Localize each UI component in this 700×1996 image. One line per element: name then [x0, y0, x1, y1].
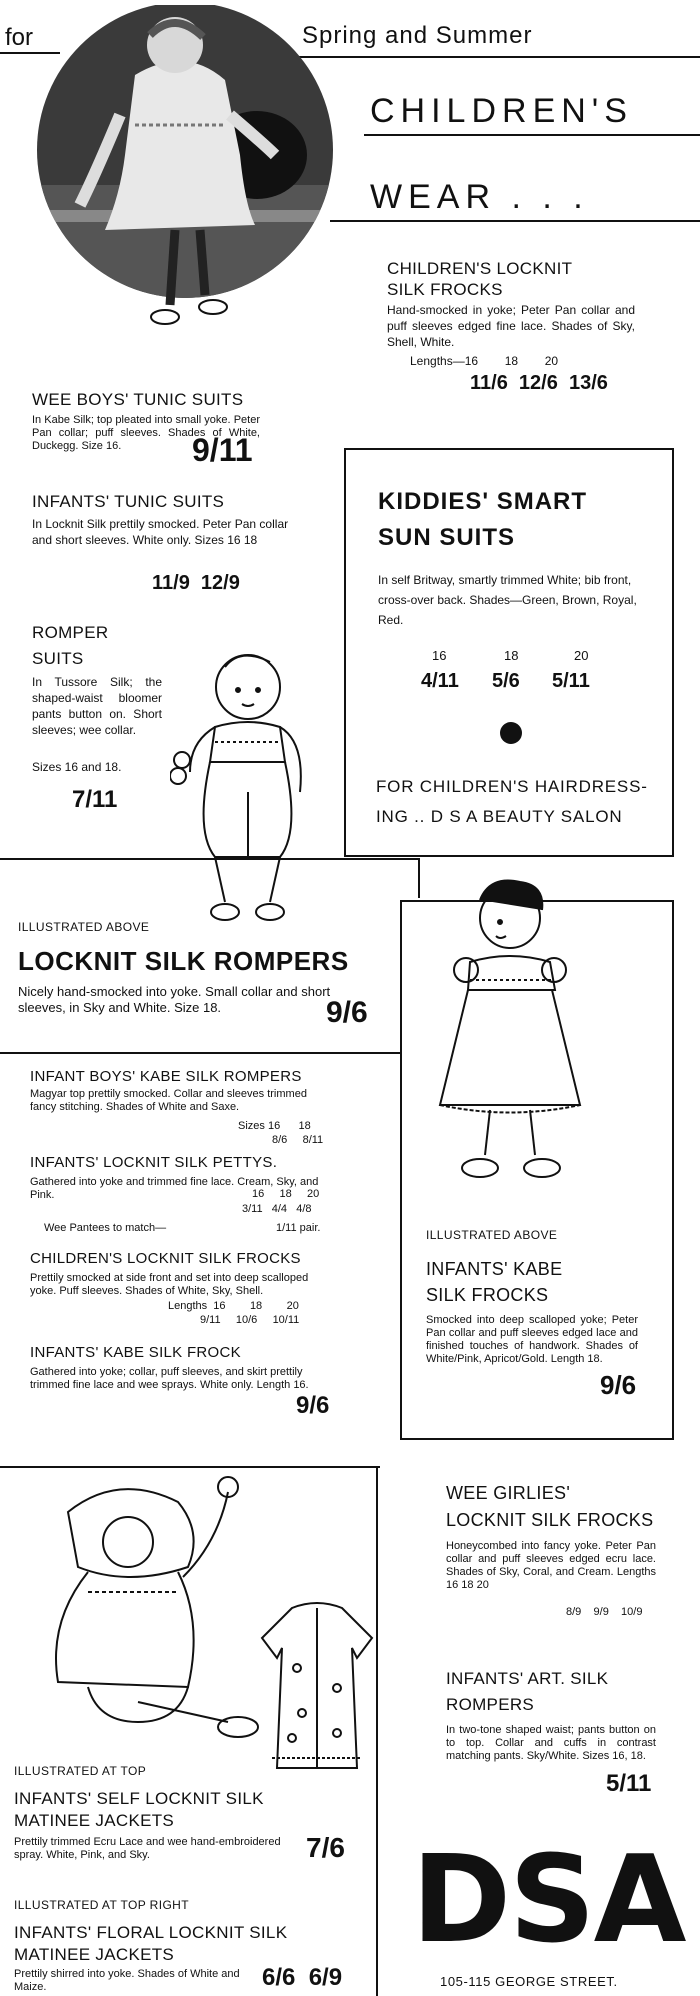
romper-sizes: Sizes 16 and 18. — [32, 760, 122, 774]
divider-2 — [0, 1052, 400, 1054]
header-season: Spring and Summer — [302, 22, 533, 49]
childrens-frocks-prices: 9/11 10/6 10/11 — [200, 1314, 300, 1326]
kabe-rompers-sizes: Sizes 16 18 — [238, 1120, 311, 1132]
romper-heading: ROMPER SUITS — [32, 623, 109, 668]
kabe-frock-heading: INFANTS' KABE SILK FROCK — [30, 1344, 241, 1361]
infants-tunic-desc: In Locknit Silk prettily smocked. Peter Pan collar and short sleeves. White only. Sizes 16 18 — [32, 517, 289, 547]
childrens-frocks-heading: CHILDREN'S LOCKNIT SILK FROCKS — [30, 1250, 301, 1267]
matinee-desc: Prettily trimmed Ecru Lace and wee hand-embroidered spray. White, Pink, and Sky. — [14, 1836, 281, 1861]
wee-girlies-desc: Honeycombed into fancy yoke. Peter Pan collar and puff sleeves edged ecru lace. Shades of Sky, Coral, and Cream. Lengths 16 18 20 — [446, 1540, 656, 1591]
title-rule-2 — [330, 220, 700, 222]
sun-suits-price-18: 5/6 — [492, 670, 520, 692]
rompers-price: 9/6 — [326, 996, 368, 1029]
photo-child-illustration — [25, 5, 345, 335]
divider-v1 — [418, 858, 420, 898]
matinee-label: ILLUSTRATED AT TOP — [14, 1764, 147, 1778]
matinee-heading: INFANTS' SELF LOCKNIT SILK MATINEE JACKETS — [14, 1789, 264, 1830]
art-silk-price: 5/11 — [606, 1770, 652, 1797]
title-line2: WEAR . . . — [370, 178, 589, 216]
pantees-price: 1/11 pair. — [276, 1222, 321, 1234]
pantees-note: Wee Pantees to match— — [44, 1222, 167, 1234]
wee-boys-price: 9/11 — [192, 432, 253, 468]
rompers-heading: LOCKNIT SILK ROMPERS — [18, 946, 349, 976]
pettys-prices: 3/11 4/4 4/8 — [242, 1203, 312, 1215]
rompers-label: ILLUSTRATED ABOVE — [18, 920, 150, 934]
title-line1: CHILDREN'S — [370, 92, 633, 130]
locknit-frocks-heading: CHILDREN'S LOCKNIT SILK FROCKS — [387, 259, 573, 299]
floral-label: ILLUSTRATED AT TOP RIGHT — [14, 1898, 189, 1912]
store-address: 105-115 GEORGE STREET. — [440, 1974, 618, 1989]
rompers-desc: Nicely hand-smocked into yoke. Small collar and short sleeves, in Sky and White. Size 18. — [18, 984, 331, 1015]
wee-girlies-heading: WEE GIRLIES' LOCKNIT SILK FROCKS — [446, 1483, 654, 1530]
dsa-logo: DSA — [411, 1831, 685, 1970]
wee-boys-heading: WEE BOYS' TUNIC SUITS — [32, 390, 244, 409]
girl-frock-illustration — [430, 870, 600, 1200]
infants-kabe-price: 9/6 — [600, 1370, 637, 1400]
childrens-frocks-desc: Prettily smocked at side front and set into deep scalloped yoke. Puff sleeves. Shades of White, Sky, Shell. — [30, 1272, 309, 1297]
title-rule-1 — [364, 134, 700, 136]
wee-boys-desc: In Kabe Silk; top pleated into small yoke. Peter Pan collar; puff sleeves. Shades of White, Duckegg. Size 16. — [32, 414, 260, 452]
sun-suits-size-16: 16 — [432, 648, 447, 663]
sun-suits-heading: KIDDIES' SMART SUN SUITS — [378, 488, 588, 551]
locknit-frocks-prices: 11/6 12/6 13/6 — [470, 372, 608, 394]
art-silk-heading: INFANTS' ART. SILK ROMPERS — [446, 1669, 609, 1714]
romper-illustration — [170, 632, 320, 932]
infants-tunic-heading: INFANTS' TUNIC SUITS — [32, 492, 225, 511]
pettys-desc: Gathered into yoke and trimmed fine lace. Cream, Sky, and Pink. — [30, 1176, 319, 1201]
matinee-price: 7/6 — [306, 1832, 345, 1863]
floral-desc: Prettily shirred into yoke. Shades of White and Maize. — [14, 1968, 240, 1993]
matinee-jacket-illustration — [252, 1598, 382, 1778]
divider-3 — [0, 1466, 380, 1468]
header-rule-right — [298, 56, 700, 58]
kabe-rompers-heading: INFANT BOYS' KABE SILK ROMPERS — [30, 1068, 302, 1085]
childrens-frocks-lengths: Lengths 16 18 20 — [168, 1300, 299, 1312]
sun-suits-price-20: 5/11 — [552, 670, 590, 692]
kabe-frock-price: 9/6 — [296, 1392, 330, 1419]
pettys-heading: INFANTS' LOCKNIT SILK PETTYS. — [30, 1154, 278, 1171]
sun-suits-size-18: 18 — [504, 648, 519, 663]
floral-prices: 6/6 6/9 — [262, 1964, 343, 1991]
hairdressing-note: FOR CHILDREN'S HAIRDRESS- ING .. D S A BEAUTY SALON — [376, 777, 648, 826]
divider-1 — [0, 858, 420, 860]
infants-kabe-desc: Smocked into deep scalloped yoke; Peter Pan collar and puff sleeves edged lace and finished touches of handwork. Shades of White/Pink, Apricot/Gold. Length 18. — [426, 1314, 638, 1365]
pettys-sizes: 16 18 20 — [252, 1188, 320, 1200]
infants-kabe-heading: INFANTS' KABE SILK FROCKS — [426, 1259, 563, 1305]
floral-heading: INFANTS' FLORAL LOCKNIT SILK MATINEE JACKETS — [14, 1923, 288, 1964]
infants-tunic-prices: 11/9 12/9 — [152, 572, 240, 594]
header-for: for — [5, 24, 34, 51]
kabe-rompers-prices: 8/6 8/11 — [272, 1134, 324, 1146]
sun-suits-price-16: 4/11 — [421, 670, 459, 692]
locknit-frocks-desc: Hand-smocked in yoke; Peter Pan collar and puff sleeves edged fine lace. Shades of Sky, Shell, White. — [387, 303, 635, 349]
sun-suits-size-20: 20 — [574, 648, 589, 663]
kabe-rompers-desc: Magyar top prettily smocked. Collar and sleeves trimmed fancy stitching. Shades of White and Saxe. — [30, 1088, 307, 1113]
locknit-frocks-lengths: Lengths—16 18 20 — [410, 354, 559, 368]
art-silk-desc: In two-tone shaped waist; pants button on to top. Collar and cuffs in contrast matching pants. Sky/White. Sizes 16, 18. — [446, 1724, 656, 1762]
wee-girlies-prices: 8/9 9/9 10/9 — [566, 1606, 643, 1618]
sun-suits-desc: In self Britway, smartly trimmed White; bib front, cross-over back. Shades—Green, Brown, Royal, Red. — [378, 573, 637, 627]
infants-kabe-label: ILLUSTRATED ABOVE — [426, 1228, 558, 1242]
kabe-frock-desc: Gathered into yoke; collar, puff sleeves, and skirt prettily trimmed fine lace and wee sprays. White only. Length 16. — [30, 1366, 309, 1391]
romper-desc: In Tussore Silk; the shaped-waist bloomer pants button on. Short sleeves; wee collar. — [32, 675, 162, 737]
bullet-dot — [500, 722, 522, 744]
romper-price: 7/11 — [72, 786, 118, 813]
baby-bonnet-illustration — [28, 1472, 268, 1742]
